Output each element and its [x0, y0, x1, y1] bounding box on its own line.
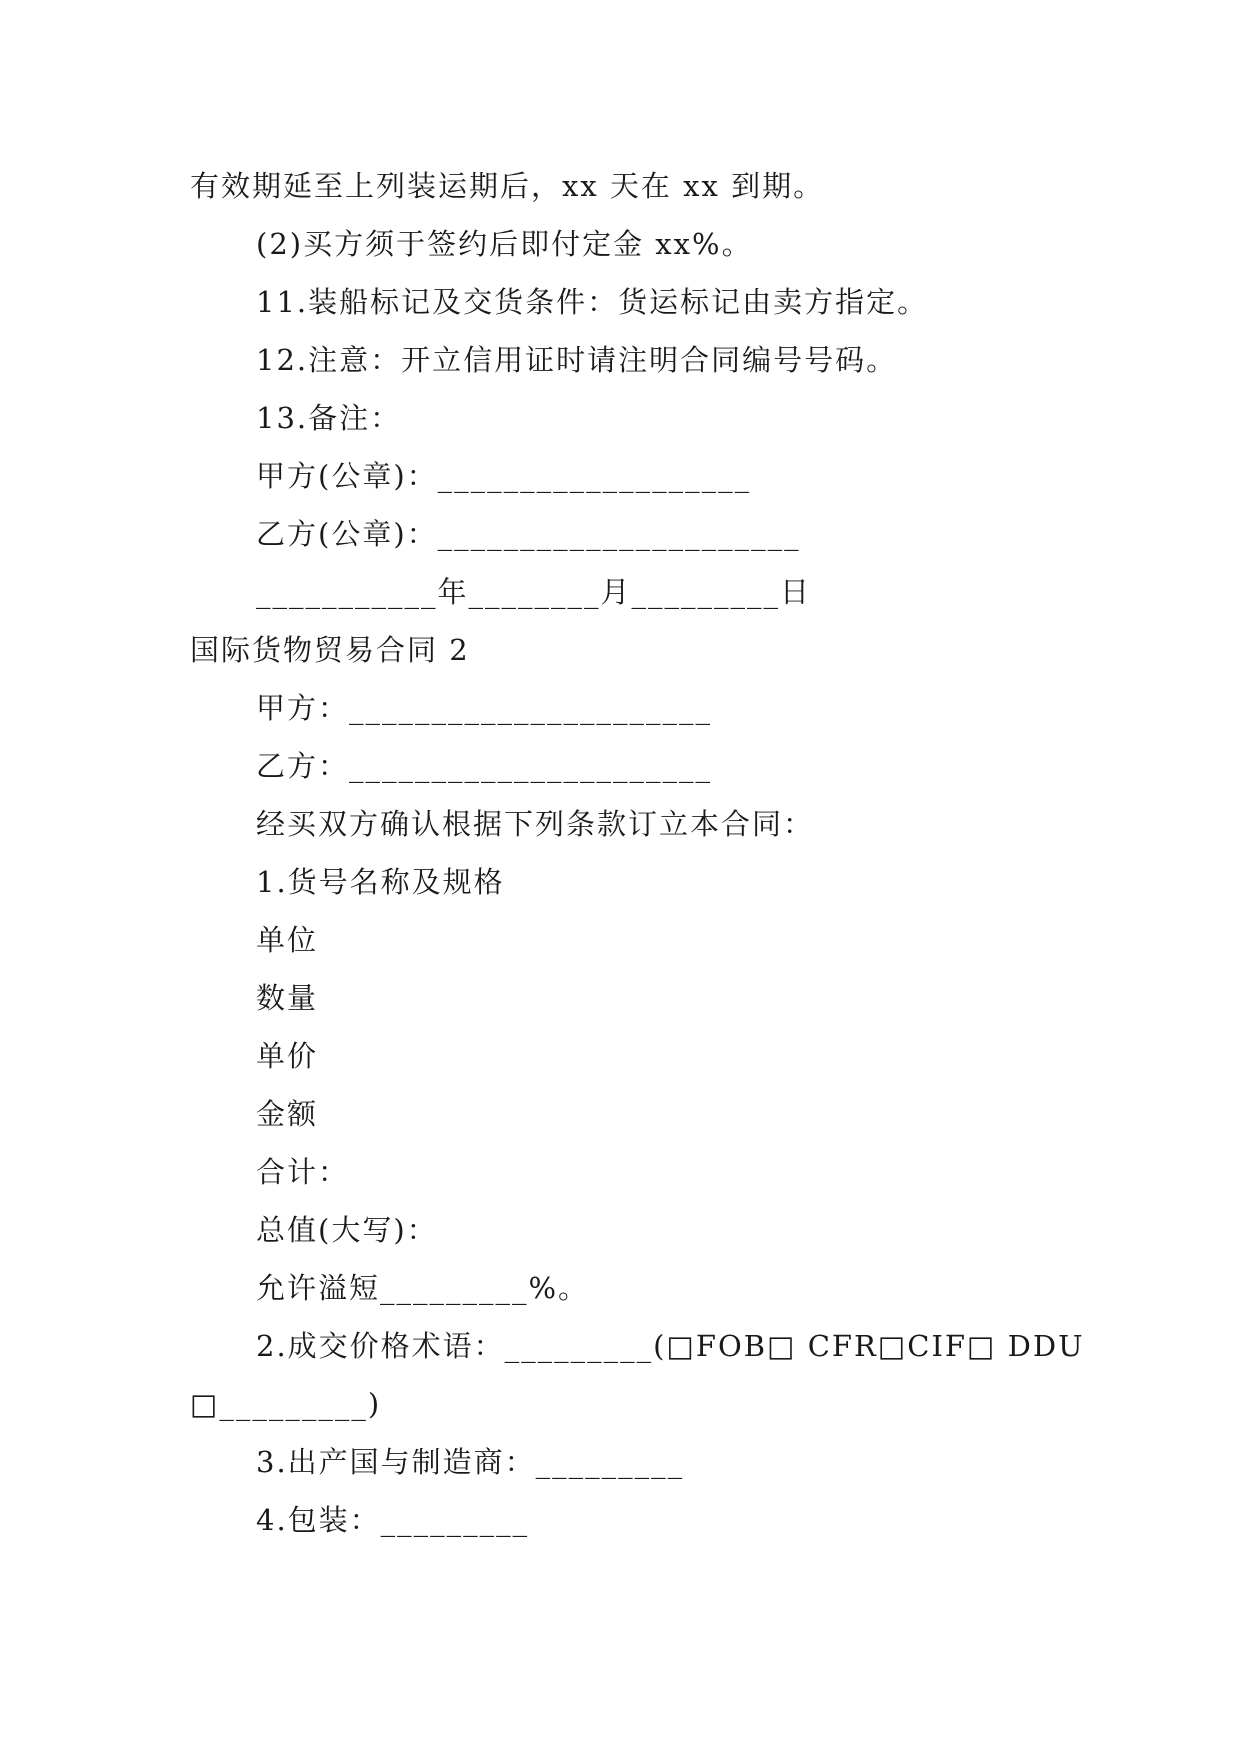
text-line-price-terms-cont: □_________): [190, 1387, 382, 1421]
text-line-party-b-seal: 乙方(公章)：______________________: [256, 517, 801, 551]
text-line-notice: 12.注意：开立信用证时请注明合同编号号码。: [256, 343, 898, 377]
text-line-shipping-marks: 11.装船标记及交货条件：货运标记由卖方指定。: [256, 285, 929, 319]
text-line-origin: 3.出产国与制造商：_________: [256, 1445, 685, 1479]
text-line-amount: 金额: [256, 1097, 319, 1131]
text-line-validity: 有效期延至上列装运期后，xx 天在 xx 到期。: [190, 169, 825, 203]
text-line-deposit: (2)买方须于签约后即付定金 xx%。: [256, 227, 753, 261]
text-line-date: ___________年________月_________日: [256, 575, 812, 609]
text-line-unit-price: 单价: [256, 1039, 319, 1073]
text-line-party-a: 甲方：______________________: [256, 691, 713, 725]
text-line-tolerance: 允许溢短_________%。: [256, 1271, 590, 1305]
text-line-remarks: 13.备注：: [256, 401, 402, 435]
text-line-total: 合计：: [256, 1155, 350, 1189]
text-line-quantity: 数量: [256, 981, 319, 1015]
text-line-unit: 单位: [256, 923, 319, 957]
text-line-packing: 4.包装：_________: [256, 1503, 530, 1537]
text-line-party-a-seal: 甲方(公章)：___________________: [256, 459, 752, 493]
text-line-party-b: 乙方：______________________: [256, 749, 713, 783]
text-line-price-terms: 2.成交价格术语：_________(□FOB□ CFR□CIF□ DDU: [256, 1329, 1085, 1363]
text-line-goods: 1.货号名称及规格: [256, 865, 505, 899]
section-title: 国际货物贸易合同 2: [190, 633, 470, 667]
text-line-total-words: 总值(大写)：: [256, 1213, 438, 1247]
text-line-intro: 经买双方确认根据下列条款订立本合同：: [256, 807, 815, 841]
